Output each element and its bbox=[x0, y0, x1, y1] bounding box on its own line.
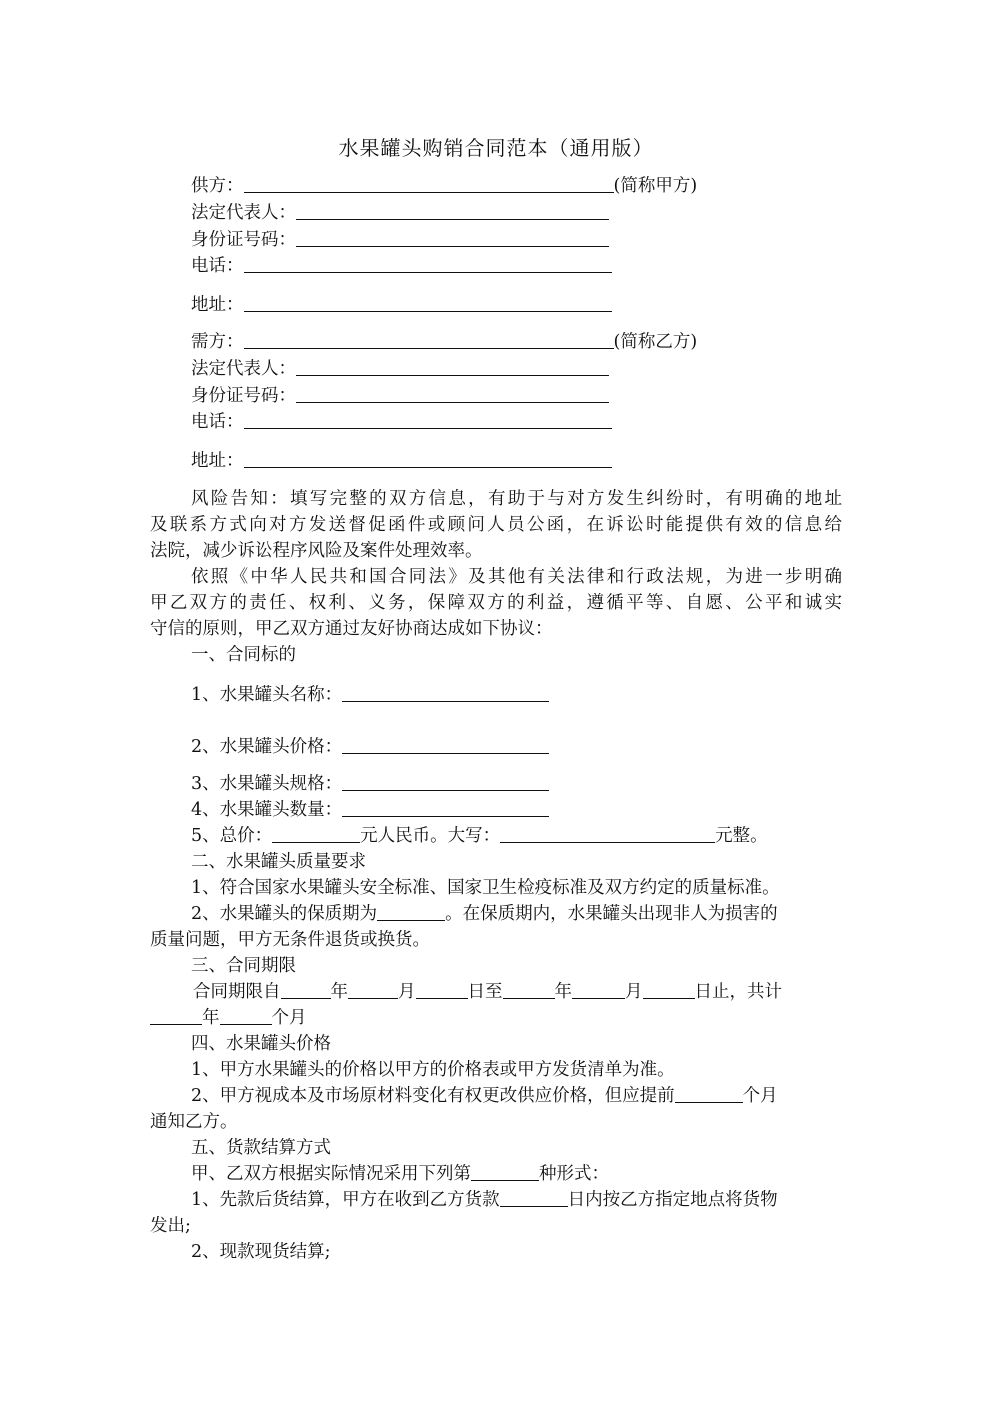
supplier-id-label: 身份证号码： bbox=[191, 230, 296, 250]
buyer-rep-field[interactable] bbox=[296, 357, 609, 376]
s2-item-1: 1、符合国家水果罐头安全标准、国家卫生检疫标准及双方约定的质量标准。 bbox=[191, 878, 780, 898]
supplier-rep-field[interactable] bbox=[296, 201, 609, 220]
s1-item-5-label: 5、总价： bbox=[191, 826, 273, 846]
buyer-rep-label: 法定代表人： bbox=[191, 359, 296, 379]
start-day-field[interactable] bbox=[416, 980, 468, 999]
s5-intro-label: 甲、乙双方根据实际情况采用下列第 bbox=[191, 1164, 471, 1184]
s3-day-to: 日至 bbox=[467, 982, 503, 1002]
s5-item-1-rest: 日内按乙方指定地点将货物 bbox=[567, 1190, 778, 1210]
supplier-name-field[interactable] bbox=[244, 174, 614, 193]
s2-item-2 bbox=[191, 902, 778, 926]
supplier-phone-field[interactable] bbox=[244, 254, 612, 273]
s3-day-end: 日止，共计 bbox=[694, 982, 782, 1002]
end-month-field[interactable] bbox=[572, 980, 625, 999]
intro-line-2: 甲乙双方的责任、权利、义务，保障双方的利益，遵循平等、自愿、公平和诚实 bbox=[150, 593, 842, 613]
s1-item-4-label: 4、水果罐头数量： bbox=[191, 800, 343, 820]
section-3-heading: 三、合同期限 bbox=[191, 956, 296, 976]
buyer-phone-label: 电话： bbox=[191, 412, 244, 432]
s1-item-1 bbox=[191, 683, 549, 707]
s5-item-1-cont: 发出; bbox=[150, 1216, 191, 1236]
s3-month-2: 月 bbox=[625, 982, 643, 1002]
supplier-address-line bbox=[191, 293, 612, 317]
buyer-party-label: 需方： bbox=[191, 332, 244, 352]
start-year-field[interactable] bbox=[281, 980, 331, 999]
s2-item-2-rest: 。在保质期内，水果罐头出现非人为损害的 bbox=[445, 904, 778, 924]
total-price-words-field[interactable] bbox=[500, 824, 715, 843]
buyer-address-label: 地址： bbox=[191, 451, 244, 471]
buyer-id-label: 身份证号码： bbox=[191, 386, 296, 406]
s5-item-1-label: 1、先款后货结算，甲方在收到乙方货款 bbox=[191, 1190, 500, 1210]
s3-month-1: 月 bbox=[398, 982, 416, 1002]
s1-item-5-mid: 元人民币。大写： bbox=[360, 826, 501, 846]
supplier-rep-line bbox=[191, 201, 609, 225]
supplier-party-note: (简称甲方) bbox=[613, 176, 698, 196]
supplier-id-field[interactable] bbox=[296, 228, 609, 247]
supplier-rep-label: 法定代表人： bbox=[191, 203, 296, 223]
supplier-phone-label: 电话： bbox=[191, 256, 244, 276]
end-day-field[interactable] bbox=[643, 980, 695, 999]
total-price-field[interactable] bbox=[272, 824, 360, 843]
s4-item-2-cont: 通知乙方。 bbox=[150, 1112, 238, 1132]
notice-months-field[interactable] bbox=[675, 1084, 743, 1103]
buyer-id-line bbox=[191, 384, 609, 408]
supplier-id-line bbox=[191, 228, 609, 252]
s2-item-2-cont: 质量问题，甲方无条件退货或换货。 bbox=[150, 930, 430, 950]
risk-notice-line-3: 法院，减少诉讼程序风险及案件处理效率。 bbox=[150, 541, 483, 561]
supplier-phone-line bbox=[191, 254, 612, 278]
total-months-field[interactable] bbox=[220, 1006, 272, 1025]
supplier-address-label: 地址： bbox=[191, 295, 244, 315]
supplier-party-line bbox=[191, 174, 697, 198]
buyer-id-field[interactable] bbox=[296, 384, 609, 403]
document-title: 水果罐头购销合同范本（通用版） bbox=[338, 136, 654, 160]
start-month-field[interactable] bbox=[348, 980, 398, 999]
s4-item-2-label: 2、甲方视成本及市场原材料变化有权更改供应价格，但应提前 bbox=[191, 1086, 675, 1106]
product-spec-field[interactable] bbox=[342, 772, 549, 791]
section-2-heading: 二、水果罐头质量要求 bbox=[191, 852, 366, 872]
s3-year-3: 年 bbox=[202, 1008, 220, 1028]
s3-term-cont bbox=[150, 1006, 842, 1030]
s3-months: 个月 bbox=[271, 1008, 307, 1028]
buyer-party-line bbox=[191, 330, 697, 354]
product-name-field[interactable] bbox=[342, 683, 549, 702]
s1-item-3-label: 3、水果罐头规格： bbox=[191, 774, 343, 794]
buyer-phone-field[interactable] bbox=[244, 410, 612, 429]
section-4-heading: 四、水果罐头价格 bbox=[191, 1034, 331, 1054]
supplier-party-label: 供方： bbox=[191, 176, 244, 196]
s5-item-2: 2、现款现货结算; bbox=[191, 1242, 331, 1262]
s3-year-1: 年 bbox=[330, 982, 348, 1002]
shelf-life-field[interactable] bbox=[377, 902, 445, 921]
s1-item-3 bbox=[191, 772, 549, 796]
s1-item-2-label: 2、水果罐头价格： bbox=[191, 737, 343, 757]
s1-item-1-label: 1、水果罐头名称： bbox=[191, 685, 343, 705]
s3-term-line bbox=[193, 980, 782, 1004]
section-5-heading: 五、货款结算方式 bbox=[191, 1138, 331, 1158]
s3-year-2: 年 bbox=[554, 982, 572, 1002]
s3-prefix: 合同期限自 bbox=[193, 982, 281, 1002]
s1-item-5-end: 元整。 bbox=[715, 826, 768, 846]
s5-intro bbox=[191, 1162, 609, 1186]
buyer-rep-line bbox=[191, 357, 609, 381]
s1-item-4 bbox=[191, 798, 549, 822]
s4-item-2 bbox=[191, 1084, 778, 1108]
end-year-field[interactable] bbox=[503, 980, 555, 999]
intro-line-3: 守信的原则，甲乙双方通过友好协商达成如下协议： bbox=[150, 619, 553, 639]
product-quantity-field[interactable] bbox=[342, 798, 549, 817]
buyer-party-note: (简称乙方) bbox=[613, 332, 698, 352]
buyer-phone-line bbox=[191, 410, 612, 434]
buyer-address-field[interactable] bbox=[244, 449, 612, 468]
product-price-field[interactable] bbox=[342, 735, 549, 754]
intro-line-1: 依照《中华人民共和国合同法》及其他有关法律和行政法规，为进一步明确 bbox=[191, 567, 842, 587]
risk-notice-line-1: 风险告知：填写完整的双方信息，有助于与对方发生纠纷时，有明确的地址 bbox=[191, 489, 842, 509]
supplier-address-field[interactable] bbox=[244, 293, 612, 312]
s5-item-1 bbox=[191, 1188, 778, 1212]
delivery-days-field[interactable] bbox=[500, 1188, 568, 1207]
s4-item-2-unit: 个月 bbox=[742, 1086, 778, 1106]
risk-notice-line-2: 及联系方式向对方发送督促函件或顾问人员公函，在诉讼时能提供有效的信息给 bbox=[150, 515, 842, 535]
s2-item-2-label: 2、水果罐头的保质期为 bbox=[191, 904, 378, 924]
s1-item-5 bbox=[191, 824, 768, 848]
total-years-field[interactable] bbox=[150, 1006, 202, 1025]
s5-intro-end: 种形式： bbox=[539, 1164, 609, 1184]
section-1-heading: 一、合同标的 bbox=[191, 645, 296, 665]
s1-item-2 bbox=[191, 735, 549, 759]
buyer-address-line bbox=[191, 449, 612, 473]
buyer-name-field[interactable] bbox=[244, 330, 614, 349]
s4-item-1: 1、甲方水果罐头的价格以甲方的价格表或甲方发货清单为准。 bbox=[191, 1060, 675, 1080]
payment-form-field[interactable] bbox=[471, 1162, 539, 1181]
